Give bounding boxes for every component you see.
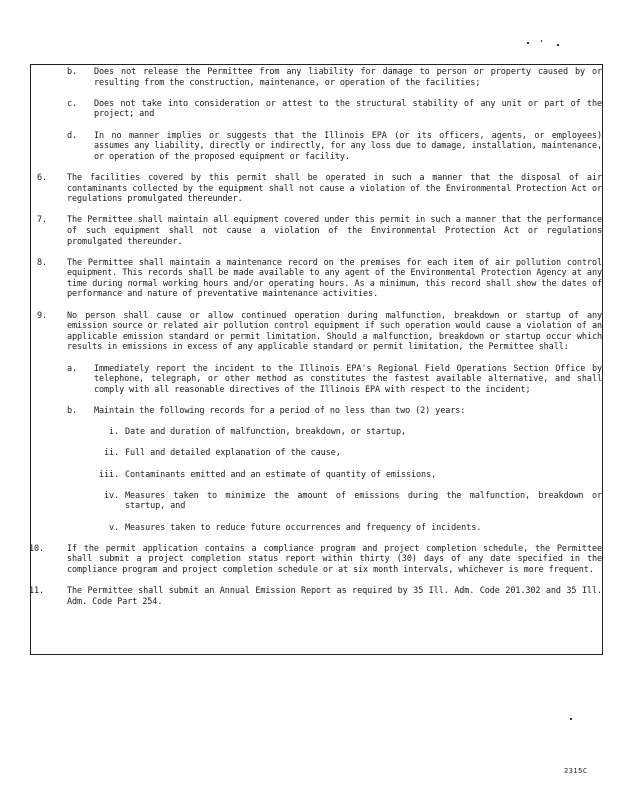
condition-10: [29, 544, 602, 576]
item-text: In no manner implies or suggests that the Illinois EPA (or its officers, agents, or employees) assumes any liability, directly or indirectly, for any loss due to damage, installation, maintenance, or operation of the proposed equipment or facility.: [94, 130, 602, 162]
roman-text: Measures taken to minimize the amount of emissions during the malfunction, breakdown or startup, and: [125, 490, 602, 512]
condition-number: 6.: [37, 172, 48, 183]
condition-number: 8.: [37, 257, 48, 268]
conditions-content: [29, 67, 602, 607]
condition-9-a: [37, 364, 602, 396]
document-code: 2315C: [564, 767, 588, 775]
roman-text: Measures taken to reduce future occurrences and frequency of incidents.: [125, 522, 482, 533]
condition-number: 9.: [37, 310, 48, 321]
roman-text: Full and detailed explanation of the cause,: [125, 448, 341, 459]
condition-9: [37, 311, 602, 353]
condition-text: If the permit application contains a compliance program and project completion schedule, the Permittee shall submit a project completion status report within thirty (30) days of any date specified in the compliance program and project completion schedule or at six month intervals, whichever is more frequent.: [67, 543, 602, 575]
item-text: Does not take into consideration or attest to the structural stability of any unit or part of the project; and: [94, 98, 602, 120]
condition-item-b: [37, 67, 602, 88]
condition-item-c: [37, 99, 602, 120]
scan-speck: [570, 718, 572, 720]
condition-number: 11.: [29, 586, 45, 597]
condition-text: No person shall cause or allow continued operation during malfunction, breakdown or startup of any emission source or related air pollution control equipment if such operation would cause a violation of an applicable emission standard or permit limitation. Should a malfunction, breakdown or startup occur which results in emissions in excess of any applicable standard or permit limitation, the Permittee shall:: [67, 310, 602, 353]
scan-speck: [557, 44, 559, 46]
condition-9-b: [37, 406, 602, 417]
condition-6: [37, 173, 602, 205]
roman-text: Contaminants emitted and an estimate of quantity of emissions,: [125, 469, 437, 480]
item-text: Does not release the Permittee from any liability for damage to person or property caused by or resulting from the construction, maintenance, or operation of the facilities;: [94, 67, 602, 88]
condition-11: [29, 586, 602, 607]
condition-item-d: [37, 131, 602, 163]
record-item-ii: [37, 448, 602, 459]
scan-speck: [527, 42, 529, 44]
condition-text: The facilities covered by this permit shall be operated in such a manner that the disposal of air contaminants collected by the equipment shall not cause a violation of the Environmental Protection Act or regulations promulgated thereunder.: [67, 172, 602, 205]
item-text: Immediately report the incident to the Illinois EPA's Regional Field Operations Section Office by telephone, telegraph, or other method as constitutes the fastest available alternative, and shall comply with all reasonable directives of the Illinois EPA with respect to the incident;: [94, 363, 602, 395]
roman-label: v.: [108, 522, 119, 533]
record-item-i: [37, 427, 602, 438]
roman-label: iii.: [98, 469, 119, 480]
roman-text: Date and duration of malfunction, breakdown, or startup,: [125, 427, 406, 438]
item-label: b.: [67, 67, 78, 77]
roman-label: i.: [108, 427, 119, 438]
roman-label: ii.: [103, 448, 119, 459]
item-label: b.: [67, 406, 78, 416]
record-item-iii: [37, 470, 602, 481]
condition-text: The Permittee shall submit an Annual Emission Report as required by 35 Ill. Adm. Code 201.302 and 35 Ill. Adm. Code Part 254.: [67, 586, 602, 607]
record-item-iv: [37, 491, 602, 512]
condition-7: [37, 215, 602, 247]
scan-speck: [541, 40, 542, 42]
condition-number: 7.: [37, 215, 48, 226]
record-item-v: [37, 523, 602, 534]
condition-number: 10.: [29, 543, 45, 554]
item-text: Maintain the following records for a period of no less than two (2) years:: [94, 406, 466, 416]
condition-text: The Permittee shall maintain a maintenance record on the premises for each item of air pollution control equipment. This records shall be made available to any agent of the Environmental Protection Agency at any time during normal working hours and/or operating hours. As a minimum, this record shall show the dates of performance and nature of preventative maintenance activities.: [67, 257, 602, 300]
item-label: d.: [67, 130, 78, 141]
roman-label: iv.: [103, 490, 119, 501]
condition-text: The Permittee shall maintain all equipment covered under this permit in such a manner that the performance of such equipment shall not cause a violation of the Environmental Protection Act or regulations promulgated thereunder.: [67, 215, 602, 247]
item-label: a.: [67, 363, 78, 374]
item-label: c.: [67, 98, 78, 109]
condition-8: [37, 258, 602, 300]
